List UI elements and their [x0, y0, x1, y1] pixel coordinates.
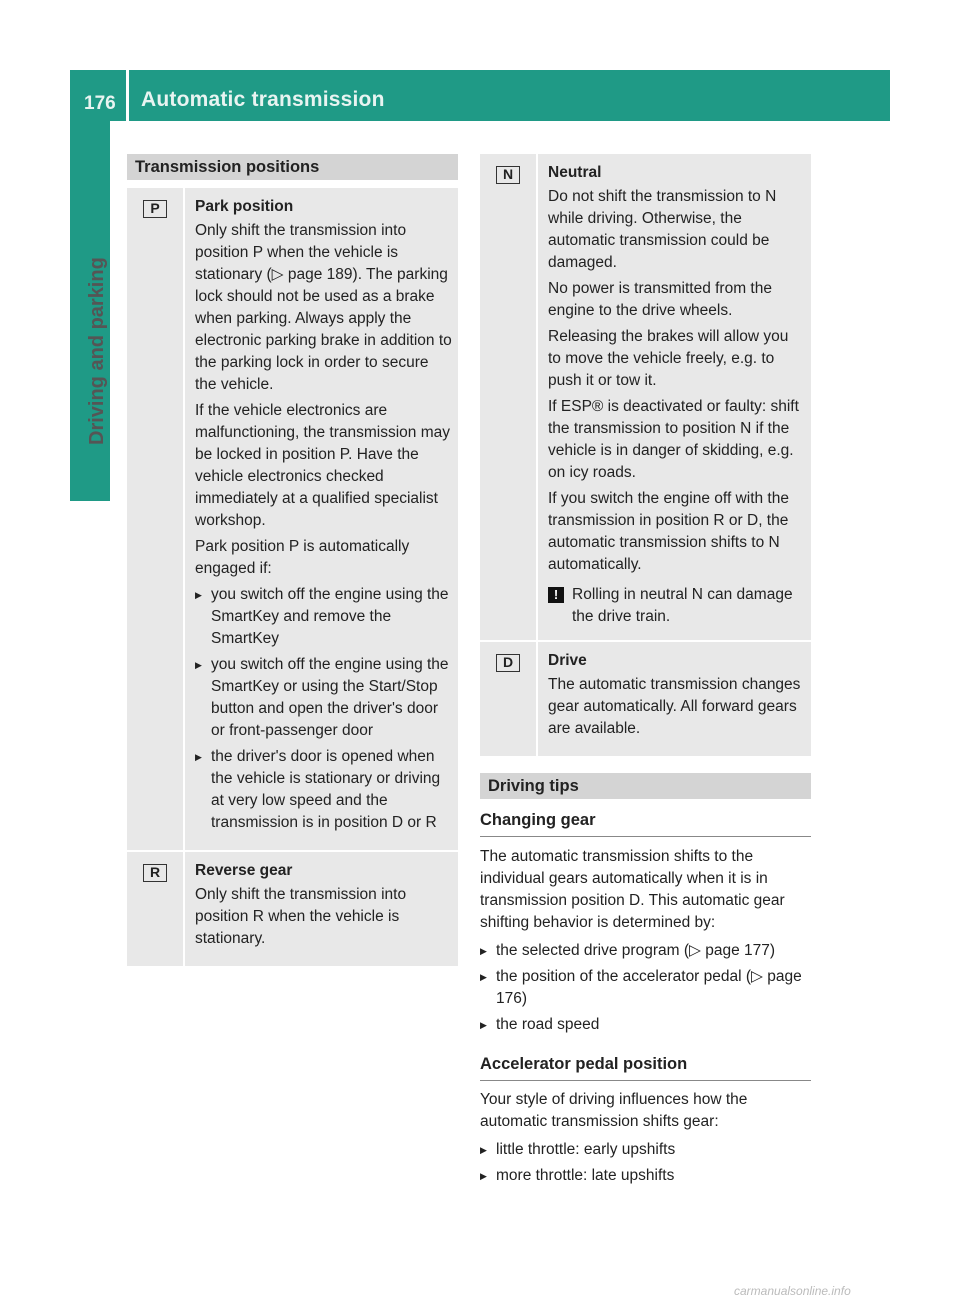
- changing-gear-section: [480, 846, 811, 1040]
- reverse-text-1: Only shift the transmission into position R when the vehicle is stationary.: [195, 886, 407, 947]
- page-number: 176: [84, 93, 116, 114]
- neutral-text-2: No power is transmitted from the engine to the drive wheels.: [548, 280, 772, 319]
- neutral-row: [480, 154, 811, 642]
- reverse-gear-row: [127, 852, 458, 966]
- list-item: ▶ little throttle: early upshifts: [480, 1139, 811, 1161]
- transmission-positions-table-right: [480, 154, 811, 756]
- park-position-row: [127, 188, 458, 852]
- accelerator-pedal-section: [480, 1089, 811, 1191]
- changing-gear-intro: The automatic transmission shifts to the individual gears automatically when it is in transmission position D. This automatic gear shifting behavior is determined by:: [480, 848, 785, 931]
- changing-gear-heading: Changing gear: [480, 811, 811, 837]
- drive-title: Drive: [548, 652, 587, 669]
- transmission-positions-table-left: [127, 188, 458, 966]
- drive-text-1: The automatic transmission changes gear automatically. All forward gears are available.: [548, 676, 801, 737]
- transmission-positions-heading: Transmission positions: [127, 154, 458, 180]
- drive-row: [480, 642, 811, 756]
- park-bullets: [195, 584, 452, 834]
- accelerator-pedal-heading: Accelerator pedal position: [480, 1055, 811, 1081]
- list-item: ▶ the position of the accelerator pedal (▷ page 176): [480, 966, 811, 1010]
- list-item: ▶ you switch off the engine using the SmartKey or using the Start/Stop button and open the driver's door or front-passenger door: [195, 654, 452, 742]
- driving-tips-heading: Driving tips: [480, 773, 811, 799]
- warning-icon: !: [548, 587, 564, 603]
- park-text-1: Only shift the transmission into position P when the vehicle is stationary (▷ page 189). The parking lock should not be used as a brake when parking. Always apply the electronic parking brake in addition to the parking lock in order to secure the vehicle.: [195, 222, 452, 393]
- neutral-text-1: Do not shift the transmission to N while driving. Otherwise, the automatic transmission could be damaged.: [548, 188, 777, 271]
- park-text-2: If the vehicle electronics are malfunctioning, the transmission may be locked in position P. Have the vehicle electronics checked immediately at a qualified specialist workshop.: [195, 402, 451, 529]
- changing-gear-bullets: [480, 940, 811, 1036]
- neutral-warning-text: Rolling in neutral N can damage the drive train.: [572, 586, 793, 625]
- park-symbol-icon: P: [143, 200, 167, 218]
- chapter-title: Automatic transmission: [141, 88, 385, 111]
- accelerator-bullets: [480, 1139, 811, 1187]
- park-title: Park position: [195, 198, 294, 215]
- reverse-title: Reverse gear: [195, 862, 293, 879]
- neutral-symbol-icon: N: [496, 166, 520, 184]
- watermark-text: carmanualsonline.info: [734, 1284, 851, 1298]
- drive-symbol-icon: D: [496, 654, 520, 672]
- side-section-label: Driving and parking: [86, 257, 108, 445]
- list-item: ▶ more throttle: late upshifts: [480, 1165, 811, 1187]
- accelerator-intro: Your style of driving influences how the automatic transmission shifts gear:: [480, 1091, 748, 1130]
- header-divider: [126, 70, 129, 121]
- neutral-title: Neutral: [548, 164, 602, 181]
- neutral-warning: [548, 584, 805, 628]
- neutral-text-4: If ESP® is deactivated or faulty: shift the transmission to position N if the vehicle is in danger of skidding, e.g. on icy roads.: [548, 398, 799, 481]
- list-item: ▶ the driver's door is opened when the vehicle is stationary or driving at very low speed and the transmission is in position D or R: [195, 746, 452, 834]
- neutral-text-5: If you switch the engine off with the transmission in position R or D, the automatic transmission shifts to N automatically.: [548, 490, 789, 573]
- list-item: ▶ you switch off the engine using the SmartKey and remove the SmartKey: [195, 584, 452, 650]
- neutral-text-3: Releasing the brakes will allow you to move the vehicle freely, e.g. to push it or tow it.: [548, 328, 789, 389]
- reverse-symbol-icon: R: [143, 864, 167, 882]
- list-item: ▶ the selected drive program (▷ page 177): [480, 940, 811, 962]
- list-item: ▶ the road speed: [480, 1014, 811, 1036]
- park-text-3: Park position P is automatically engaged if:: [195, 538, 410, 577]
